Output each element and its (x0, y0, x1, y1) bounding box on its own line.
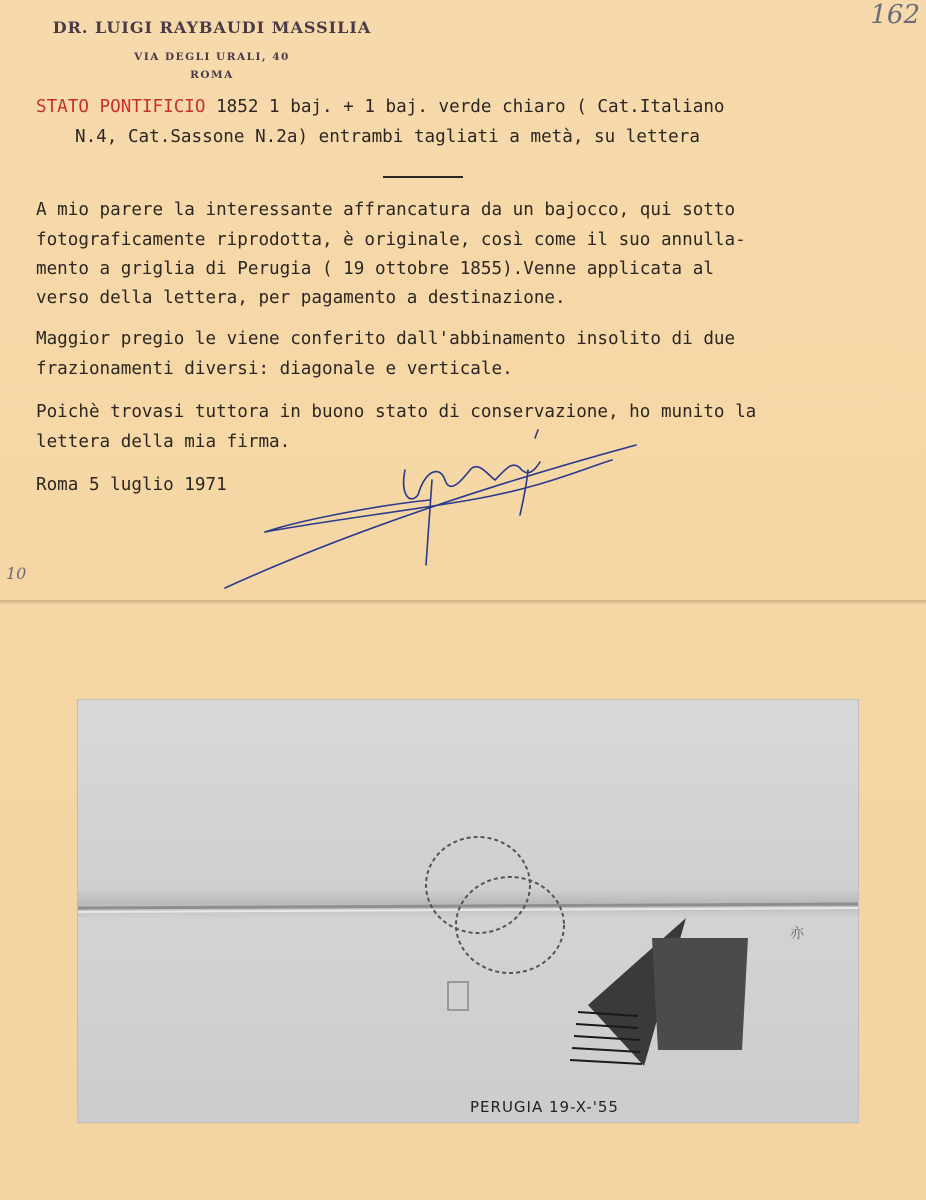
letter-photo-drawing (78, 700, 858, 1122)
paragraph-2-line: Maggior pregio le viene conferito dall'abbinamento insolito di due (36, 329, 736, 349)
photo-corner-mark: 亦 (790, 926, 804, 942)
signature-swoosh-stroke (265, 460, 612, 532)
margin-number: 10 (6, 564, 27, 583)
signature-stem-stroke (426, 480, 432, 565)
subject-line-2: N.4, Cat.Sassone N.2a) entrambi tagliati a metà, su lettera (75, 127, 700, 147)
paragraph-1-line: mento a griglia di Perugia ( 19 ottobre 1855).Venne applicata al (36, 259, 714, 279)
letter-photograph (78, 700, 858, 1122)
signature-tick-stroke (535, 430, 538, 438)
small-mark (448, 982, 468, 1010)
paragraph-3-line: lettera della mia firma. (36, 432, 291, 452)
letter-fold-line (78, 904, 858, 908)
corner-number: 162 (870, 0, 920, 30)
letterhead-city: ROMA (190, 69, 234, 81)
place-date: Roma 5 luglio 1971 (36, 475, 227, 495)
letterhead-street: VIA DEGLI URALI, 40 (134, 51, 290, 63)
letterhead-name: DR. LUIGI RAYBAUDI MASSILIA (52, 18, 372, 37)
paragraph-1-line: verso della lettera, per pagamento a destinazione. (36, 288, 566, 308)
paragraph-3-line: Poichè trovasi tuttora in buono stato di conservazione, ho munito la (36, 402, 757, 422)
photo-caption: PERUGIA 19-X-'55 (470, 1098, 619, 1116)
paragraph-2-line: frazionamenti diversi: diagonale e verticale. (36, 359, 513, 379)
page-fold (0, 600, 926, 606)
signature-underline-stroke (225, 445, 636, 588)
subject-country: STATO PONTIFICIO (36, 97, 206, 117)
subject-line-1-rest: 1852 1 baj. + 1 baj. verde chiaro ( Cat.Italiano (205, 97, 725, 117)
stamp-vertical-half (652, 938, 748, 1050)
paragraph-1-line: fotograficamente riprodotta, è originale, così come il suo annulla- (36, 230, 746, 250)
paragraph-1-line: A mio parere la interessante affrancatura da un bajocco, qui sotto (36, 200, 736, 220)
